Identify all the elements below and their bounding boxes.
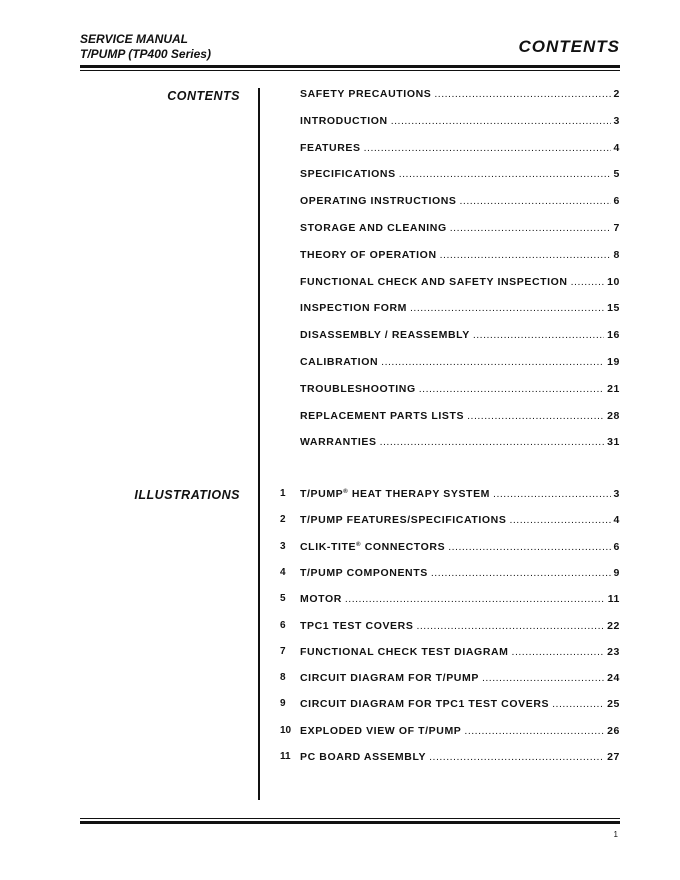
registered-mark: ® xyxy=(343,489,349,495)
entry-page-number: 3 xyxy=(613,114,620,127)
dot-leader xyxy=(571,276,604,288)
entry-title: MOTOR xyxy=(300,593,342,606)
illustration-entry[interactable] xyxy=(300,567,620,581)
dot-leader xyxy=(552,698,604,710)
illustration-number: 10 xyxy=(280,724,292,736)
dot-leader xyxy=(434,88,610,100)
illustration-entry[interactable] xyxy=(300,593,620,607)
entry-page-number: 25 xyxy=(607,698,620,711)
entry-title: PC BOARD ASSEMBLY xyxy=(300,751,427,763)
entry-title: TROUBLESHOOTING xyxy=(300,382,416,395)
header-rule-thin xyxy=(80,70,620,71)
footer-rule-thin xyxy=(80,818,620,819)
illustration-entry[interactable] xyxy=(300,541,620,555)
entry-page-number: 27 xyxy=(607,751,620,763)
entry-title: FUNCTIONAL CHECK AND SAFETY INSPECTION xyxy=(300,275,568,288)
dot-leader xyxy=(493,488,611,500)
contents-section-label: CONTENTS xyxy=(167,89,240,103)
entry-page-number: 26 xyxy=(607,724,620,737)
illustrations-section-label: ILLUSTRATIONS xyxy=(134,488,240,502)
entry-page-number: 10 xyxy=(607,275,620,288)
entry-page-number: 2 xyxy=(613,88,620,100)
dot-leader xyxy=(419,383,604,395)
entry-title: INTRODUCTION xyxy=(300,114,388,127)
entry-title: FEATURES xyxy=(300,141,361,154)
illustration-entry[interactable] xyxy=(300,514,620,528)
dot-leader xyxy=(364,142,611,154)
entry-title: TPC1 TEST COVERS xyxy=(300,619,414,632)
illustration-number: 8 xyxy=(280,672,286,684)
entry-page-number: 5 xyxy=(613,168,620,181)
dot-leader xyxy=(416,620,604,632)
illustration-number: 2 xyxy=(280,514,286,526)
entry-title: THEORY OF OPERATION xyxy=(300,248,437,261)
entry-title: REPLACEMENT PARTS LISTS xyxy=(300,409,465,422)
entry-page-number: 16 xyxy=(607,329,620,342)
entry-page-number: 31 xyxy=(607,436,620,449)
entry-page-number: 6 xyxy=(613,540,620,553)
entry-title: T/PUMP COMPONENTS xyxy=(300,566,428,579)
manual-header xyxy=(80,32,211,62)
vertical-divider xyxy=(258,88,260,800)
toc-entry[interactable] xyxy=(300,410,620,424)
dot-leader xyxy=(345,593,605,605)
entry-title: CIRCUIT DIAGRAM FOR T/PUMP xyxy=(300,672,479,685)
entry-page-number: 15 xyxy=(607,302,620,315)
toc-entry[interactable] xyxy=(300,115,620,129)
dot-leader xyxy=(467,410,604,422)
entry-page-number: 9 xyxy=(613,566,620,579)
toc-entry[interactable] xyxy=(300,356,620,370)
entry-title: T/PUMP® HEAT THERAPY SYSTEM xyxy=(300,488,491,500)
toc-entry[interactable] xyxy=(300,383,620,397)
entry-page-number: 7 xyxy=(613,222,620,234)
dot-leader xyxy=(482,672,604,684)
dot-leader xyxy=(381,356,604,368)
product-name: T/PUMP (TP400 Series) xyxy=(80,47,211,61)
illustration-entry[interactable] xyxy=(300,672,620,686)
entry-title: CLIK-TITE® CONNECTORS xyxy=(300,540,446,553)
dot-leader xyxy=(429,751,604,763)
entry-page-number: 3 xyxy=(613,488,620,500)
entry-page-number: 22 xyxy=(607,619,620,632)
entry-title: EXPLODED VIEW OF T/PUMP xyxy=(300,724,462,737)
dot-leader xyxy=(431,567,611,579)
toc-entry[interactable] xyxy=(300,329,620,343)
dot-leader xyxy=(448,541,610,553)
dot-leader xyxy=(509,514,610,526)
header-rule-thick xyxy=(80,65,620,68)
illustration-entry[interactable] xyxy=(300,725,620,739)
entry-page-number: 11 xyxy=(607,593,620,606)
entry-title: DISASSEMBLY / REASSEMBLY xyxy=(300,329,470,342)
dot-leader xyxy=(391,115,611,127)
illustration-entry[interactable] xyxy=(300,488,620,502)
page-title: CONTENTS xyxy=(518,37,620,56)
dot-leader xyxy=(410,302,604,314)
entry-title: STORAGE AND CLEANING xyxy=(300,222,447,234)
toc-entry[interactable] xyxy=(300,249,620,263)
illustration-entry[interactable] xyxy=(300,751,620,765)
dot-leader xyxy=(450,222,611,234)
toc-entry[interactable] xyxy=(300,302,620,316)
entry-page-number: 4 xyxy=(613,141,620,154)
entry-page-number: 6 xyxy=(613,195,620,208)
entry-title: CALIBRATION xyxy=(300,356,379,368)
dot-leader xyxy=(464,725,604,737)
entry-title: T/PUMP FEATURES/SPECIFICATIONS xyxy=(300,514,507,527)
dot-leader xyxy=(473,329,604,341)
illustration-number: 1 xyxy=(280,488,286,499)
entry-page-number: 28 xyxy=(607,409,620,422)
dot-leader xyxy=(380,436,605,448)
toc-entry[interactable] xyxy=(300,142,620,156)
entry-title: WARRANTIES xyxy=(300,436,377,449)
dot-leader xyxy=(512,646,605,658)
entry-title: FUNCTIONAL CHECK TEST DIAGRAM xyxy=(300,645,509,658)
illustration-number: 11 xyxy=(280,751,291,762)
entry-title: CIRCUIT DIAGRAM FOR TPC1 TEST COVERS xyxy=(300,698,550,711)
footer-rule-thick xyxy=(80,821,620,824)
dot-leader xyxy=(460,195,611,207)
registered-mark: ® xyxy=(356,541,362,548)
illustration-number: 9 xyxy=(280,698,286,710)
entry-page-number: 24 xyxy=(607,672,620,685)
illustration-number: 6 xyxy=(280,619,286,631)
toc-entry[interactable] xyxy=(300,436,620,450)
toc-entry[interactable] xyxy=(300,88,620,102)
entry-page-number: 4 xyxy=(613,514,620,527)
manual-title: SERVICE MANUAL xyxy=(80,32,189,46)
illustration-entry[interactable] xyxy=(300,698,620,712)
entry-title: SPECIFICATIONS xyxy=(300,168,396,181)
illustration-entry[interactable] xyxy=(300,646,620,660)
entry-page-number: 8 xyxy=(613,248,620,261)
toc-entry[interactable] xyxy=(300,222,620,236)
entry-page-number: 21 xyxy=(607,382,620,395)
illustration-number: 3 xyxy=(280,540,286,552)
page-number: 1 xyxy=(613,830,618,839)
dot-leader xyxy=(399,168,611,180)
entry-title: INSPECTION FORM xyxy=(300,302,408,315)
entry-page-number: 19 xyxy=(607,356,620,368)
entry-title: SAFETY PRECAUTIONS xyxy=(300,88,432,100)
toc-entry[interactable] xyxy=(300,276,620,290)
illustration-entry[interactable] xyxy=(300,620,620,634)
dot-leader xyxy=(440,249,611,261)
illustration-number: 4 xyxy=(280,566,286,578)
entry-title: OPERATING INSTRUCTIONS xyxy=(300,195,457,208)
illustration-number: 5 xyxy=(280,593,286,605)
toc-entry[interactable] xyxy=(300,195,620,209)
illustration-number: 7 xyxy=(280,645,286,657)
entry-page-number: 23 xyxy=(607,645,620,658)
toc-entry[interactable] xyxy=(300,168,620,182)
